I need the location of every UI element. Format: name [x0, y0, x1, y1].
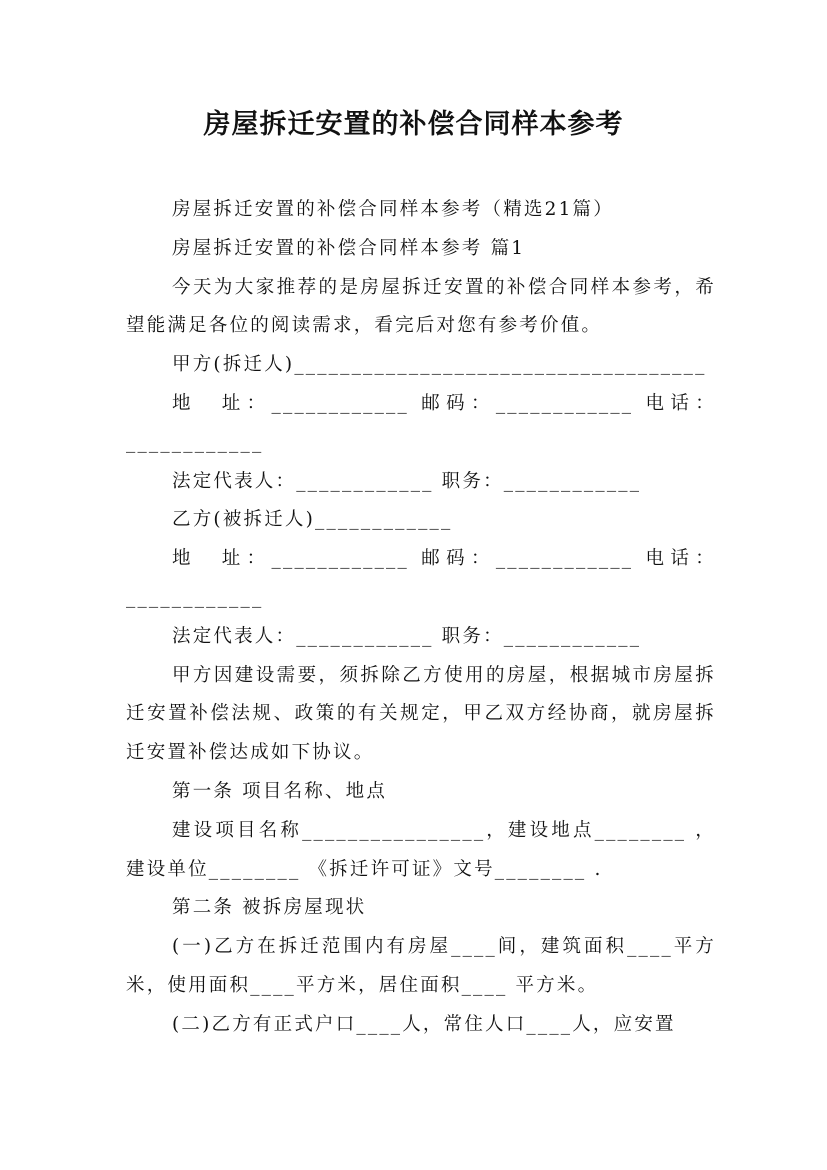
paragraph-party-a-address: 地 址：____________ 邮码：____________ 电话：____________	[126, 392, 716, 453]
paragraph-article-2-item-2: (二)乙方有正式户口____人，常住人口____人，应安置	[172, 1013, 676, 1035]
document-title: 房屋拆迁安置的补偿合同样本参考	[203, 109, 624, 140]
paragraph-intro: 今天为大家推荐的是房屋拆迁安置的补偿合同样本参考，希望能满足各位的阅读需求，看完后对您有参考价值。	[126, 276, 716, 337]
paragraph-party-b: 乙方(被拆迁人)____________	[172, 509, 453, 531]
document-body	[126, 191, 716, 1045]
paragraph-party-b-representative: 法定代表人：____________ 职务：____________	[172, 625, 642, 647]
paragraph-party-a: 甲方(拆迁人)____________________________________	[172, 354, 707, 376]
paragraph-article-heading: 房屋拆迁安置的补偿合同样本参考 篇1	[172, 237, 526, 259]
paragraph-party-a-representative: 法定代表人：____________ 职务：____________	[172, 470, 642, 492]
paragraph-article-1-body: 建设项目名称________________，建设地点________ ，建设单位________ 《拆迁许可证》文号________ .	[126, 819, 716, 880]
paragraph-article-2-item-1: (一)乙方在拆迁范围内有房屋____间，建筑面积____平方米，使用面积____平方米，居住面积____ 平方米。	[126, 936, 716, 996]
paragraph-party-b-address: 地 址：____________ 邮码：____________ 电话：____________	[126, 548, 716, 608]
paragraph-preamble: 甲方因建设需要，须拆除乙方使用的房屋，根据城市房屋拆迁安置补偿法规、政策的有关规定，甲乙双方经协商，就房屋拆迁安置补偿达成如下协议。	[126, 664, 716, 764]
paragraph-article-1-heading: 第一条 项目名称、地点	[172, 780, 388, 802]
paragraph-article-2-heading: 第二条 被拆房屋现状	[172, 897, 367, 919]
paragraph-subtitle: 房屋拆迁安置的补偿合同样本参考（精选21篇）	[172, 199, 614, 220]
